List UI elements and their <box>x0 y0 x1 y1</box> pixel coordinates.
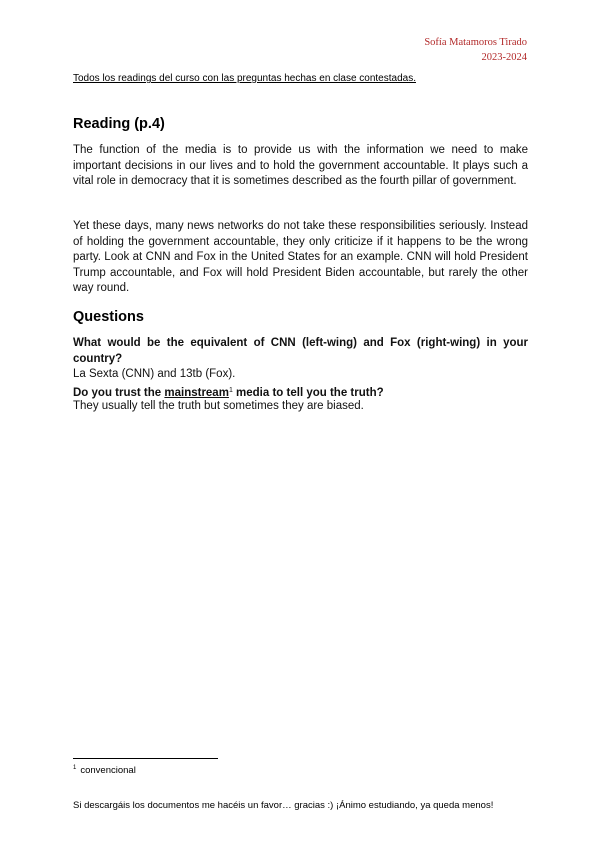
footnote-marker: 1 <box>73 765 77 771</box>
footnote <box>73 765 136 776</box>
question-2-before: Do you trust the <box>73 387 165 399</box>
reading-paragraph-1: The function of the media is to provide us with the information we need to make important decisions in our lives and to hold the government accountable. It plays such a vital role in democracy that it is sometimes described as the fourth pillar of government. <box>73 144 528 187</box>
footnote-reference[interactable]: 1 <box>228 387 233 394</box>
answer-2: They usually tell the truth but sometimes they are biased. <box>73 400 364 412</box>
question-2-after: media to tell you the truth? <box>232 387 384 399</box>
question-1: What would be the equivalent of CNN (left-wing) and Fox (right-wing) in your country? <box>73 337 528 365</box>
question-2-term: mainstream <box>164 387 229 399</box>
page-footer: Si descargáis los documentos me hacéis un favor… gracias :) ¡Ánimo estudiando, ya queda menos! <box>73 800 494 811</box>
reading-heading: Reading (p.4) <box>73 116 165 132</box>
footnote-divider <box>73 758 218 759</box>
questions-heading: Questions <box>73 309 144 325</box>
academic-year: 2023-2024 <box>481 52 527 63</box>
footnote-text: convencional <box>80 765 136 776</box>
author-name: Sofía Matamoros Tirado <box>424 37 527 48</box>
answer-1: La Sexta (CNN) and 13tb (Fox). <box>73 368 236 380</box>
intro-note: Todos los readings del curso con las preguntas hechas en clase contestadas. <box>73 73 416 84</box>
reading-paragraph-2: Yet these days, many news networks do not take these responsibilities seriously. Instead of holding the government accountable, they only criticize if it happens to be the wrong party. Look at CNN and Fox in the United States for an example. CNN will hold President Trump accountable, and Fox will hold President Biden accountable, but rarely the other way round. <box>73 220 528 294</box>
